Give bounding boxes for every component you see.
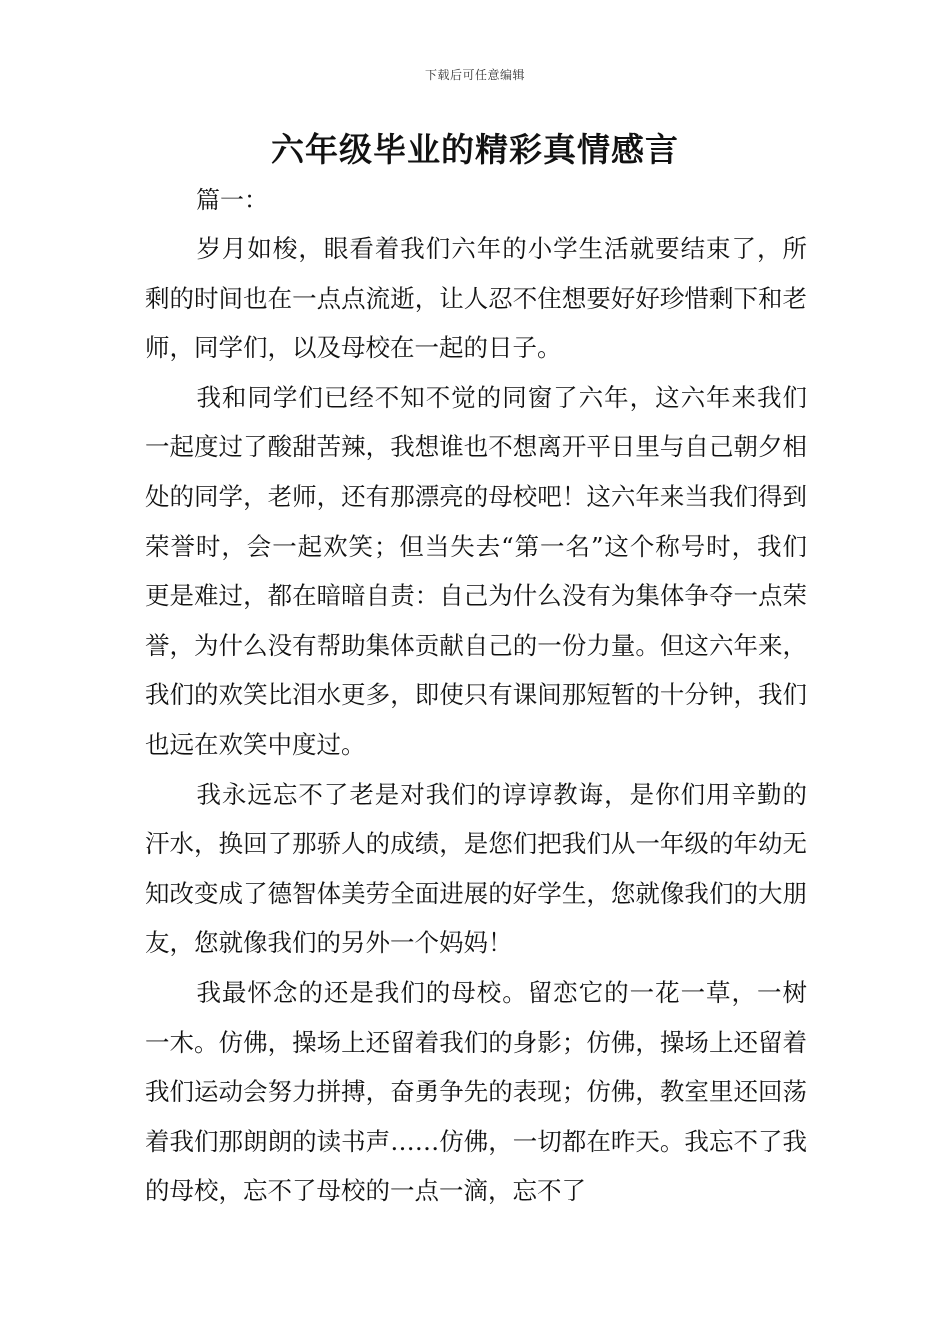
header-note: 下载后可任意编辑 <box>424 68 525 82</box>
paragraph: 我和同学们已经不知不觉的同窗了六年，这六年来我们一起度过了酸甜苦辣，我想谁也不想离开平日里与自己朝夕相处的同学，老师，还有那漂亮的母校吧！这六年来当我们得到荣誉时，会一起欢笑；但当失去“第一名”这个称号时，我们更是难过，都在暗暗自责：自己为什么没有为集体争夺一点荣誉，为什么没有帮助集体贡献自己的一份力量。但这六年来，我们的欢笑比泪水更多，即使只有课间那短暂的十分钟，我们也远在欢笑中度过。 <box>145 382 807 759</box>
paragraph: 我最怀念的还是我们的母校。留恋它的一花一草，一树一木。仿佛，操场上还留着我们的身影；仿佛，操场上还留着我们运动会努力拼搏，奋勇争先的表现；仿佛，教室里还回荡着我们那朗朗的读书声……仿佛，一切都在昨天。我忘不了我的母校，忘不了母校的一点一滴，忘不了 <box>145 977 807 1206</box>
paragraph: 我永远忘不了老是对我们的谆谆教诲，是你们用辛勤的汗水，换回了那骄人的成绩，是您们把我们从一年级的年幼无知改变成了德智体美劳全面进展的好学生，您就像我们的大朋友，您就像我们的另外一个妈妈！ <box>145 779 807 958</box>
section-label: 篇一： <box>196 186 268 214</box>
body-text <box>145 224 807 1216</box>
document-title: 六年级毕业的精彩真情感言 <box>271 130 679 169</box>
paragraph: 岁月如梭，眼看着我们六年的小学生活就要结束了，所剩的时间也在一点点流逝，让人忍不住想要好好珍惜剩下和老师，同学们，以及母校在一起的日子。 <box>145 234 807 363</box>
